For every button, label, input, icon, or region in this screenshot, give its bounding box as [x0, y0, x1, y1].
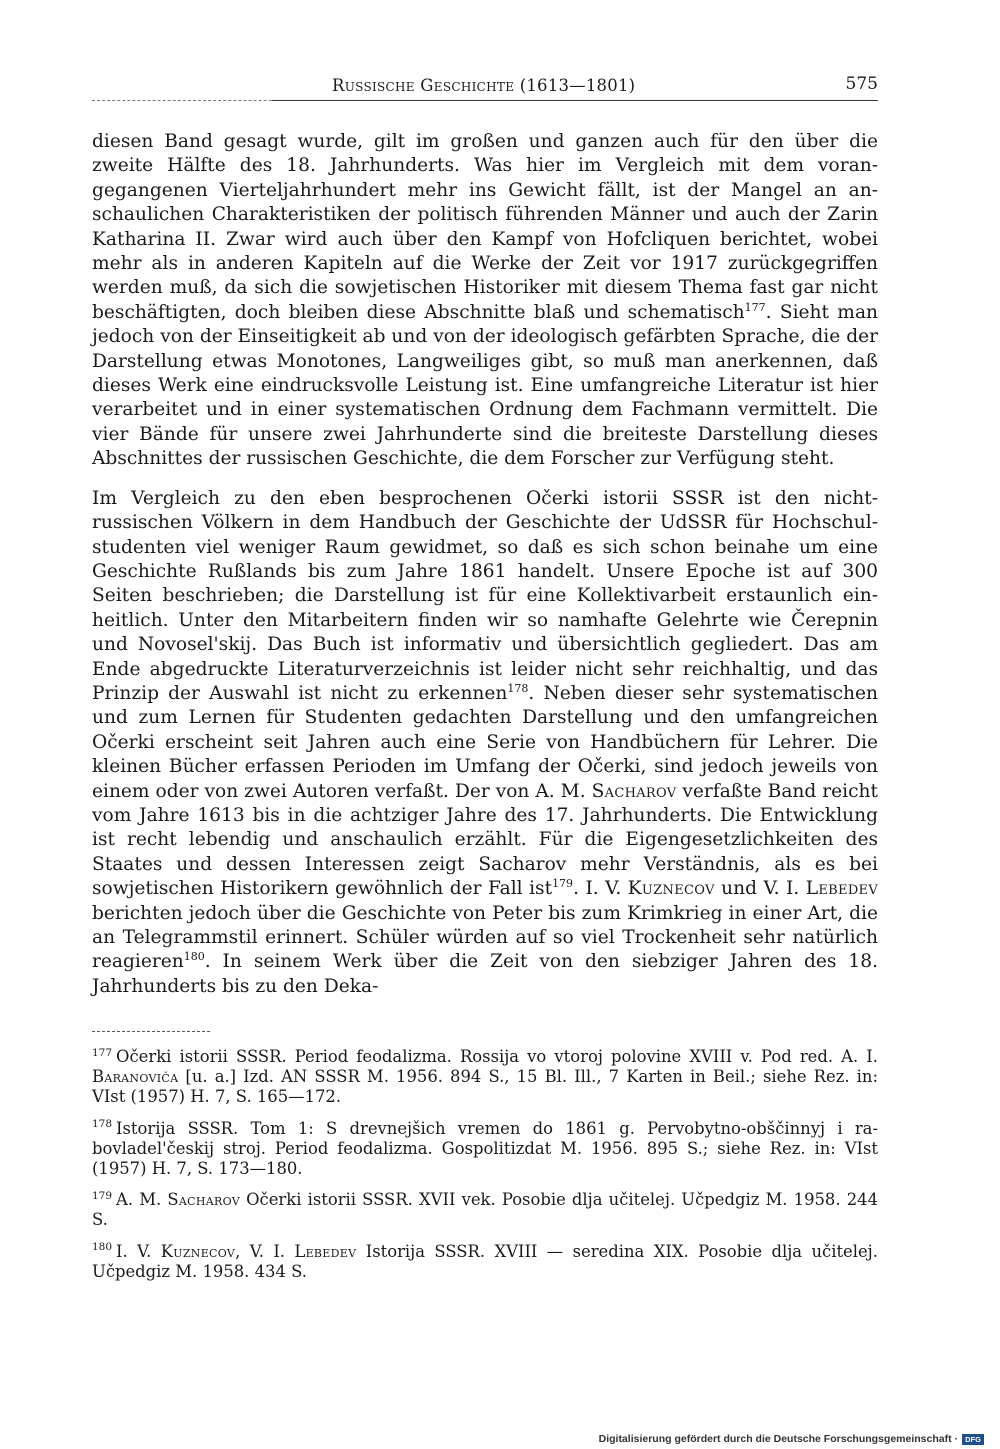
- p2-text-1: Im Vergleich zu den eben besprochenen Očerki istorii SSSR ist den nichtrussischen Völkern in dem Handbuch der Geschichte der UdSSR für Hochschulstudenten viel weniger Raum gewidmet, so daß es sich schon beinahe um eine Geschichte Rußlands bis zum Jahre 1861 handelt. Unsere Epoche ist auf 300 Seiten beschrieben; die Darstellung ist für eine Kollektivarbeit erstaunlich einheitlich. Unter den Mitarbeitern finden wir so namhafte Gelehrte wie Čerepnin und Novosel'skij. Das Buch ist informativ und übersichtlich gegliedert. Das am Ende abgedruckte Literaturverzeichnis ist leider nicht sehr reichhaltig, und das Prinzip der Auswahl ist nicht zu erkennen: [92, 487, 878, 704]
- p2-text-7: . In seinem Werk über die Zeit von den siebziger Jahren des 18. Jahrhunderts bis zu den Deka-: [92, 951, 878, 997]
- dfg-logo: DFG: [962, 1434, 984, 1445]
- p1-text-2: . Sieht man jedoch von der Einseitigkeit ab und von der ideologisch gefärbten Sprache, die der Darstellung etwas Monotones, Langweiliges gibt, so muß man anerkennen, daß dieses Werk eine eindrucksvolle Leistung ist. Eine umfangreiche Literatur ist hier verarbeitet und in einer systematischen Ordnung dem Fachmann vermittelt. Die vier Bände für unsere zwei Jahrhunderte sind die breiteste Darstellung dieses Abschnittes der russischen Geschichte, die dem Forscher zur Verfügung steht.: [92, 301, 878, 470]
- footnote-text: , V. I.: [235, 1241, 295, 1261]
- paragraph-1: [92, 130, 878, 472]
- footnote-179: [92, 1190, 878, 1230]
- title-word-1: Russische: [332, 76, 415, 95]
- footnotes: [92, 1047, 878, 1293]
- p2-text-2: . Neben dieser sehr systematischen und zum Lernen für Studenten gedachten Darstellung und den umfangreichen Očerki erscheint seit Jahren auch eine Serie von Handbüchern für Lehrer. Die kleinen Bücher erfassen Perioden im Umfang der Očerki, sind jedoch jeweils von einem oder von zwei Autoren verfaßt. Der von A. M.: [92, 682, 878, 802]
- header-rule: [272, 100, 878, 101]
- header-rule-dashed: [92, 100, 302, 101]
- footnote-ref-178[interactable]: 178: [507, 681, 529, 695]
- footnote-text: Očerki istorii SSSR. XVII vek. Posobie dlja učitelej. Učpedgiz M. 1958. 244 S.: [92, 1190, 878, 1230]
- footnote-ref-177[interactable]: 177: [744, 300, 766, 314]
- footnote-text: I. V.: [116, 1241, 161, 1261]
- author-name-sacharov: Sacharov: [591, 780, 677, 802]
- footnote-text: Istorija SSSR. XVIII — seredina XIX. Posobie dlja učitelej. Učpedgiz M. 1958. 434 S.: [92, 1241, 878, 1281]
- credit-text: Digitalisierung gefördert durch die Deutsche Forschungsgemeinschaft ·: [598, 1433, 958, 1445]
- footnote-text: Istorija SSSR. Tom 1: S drevnejšich vremen do 1861 g. Pervobytno-obščinnyj i rabovladel'českij stroj. Period feodalizma. Gospolitizdat M. 1956. 895 S.; siehe Rez. in: VIst (1957) H. 7, S. 173—180.: [92, 1118, 878, 1179]
- footnote-ref-179[interactable]: 179: [552, 877, 574, 890]
- paragraph-2: [92, 487, 878, 1000]
- footnote-number: 180: [92, 1241, 113, 1254]
- footnote-text: [u. a.] Izd. AN SSSR M. 1956. 894 S., 15 Bl. Ill., 7 Karten in Beil.; siehe Rez. in: VIst (1957) H. 7, S. 165—172.: [92, 1067, 878, 1107]
- p2-text-4: . I. V.: [573, 878, 628, 900]
- digitization-credit: [599, 1431, 984, 1447]
- title-years: (1613—1801): [519, 76, 636, 95]
- author-name-lebedev: Lebedev: [805, 878, 879, 900]
- footnote-number: 179: [92, 1189, 113, 1202]
- footnote-ref-180[interactable]: 180: [183, 950, 205, 964]
- footnote-text: A. M.: [116, 1190, 168, 1210]
- footnote-author: Baranoviča: [92, 1067, 179, 1087]
- footnote-178: [92, 1119, 878, 1180]
- p2-text-3: verfaßte Band reicht vom Jahre 1613 bis in die achtziger Jahre des 17. Jahrhunderts. Die Entwicklung ist recht lebendig und anschaulich erzählt. Für die Eigengesetzlichkeiten des Staates und dessen Interessen zeigt Sacharov mehr Verständnis, als es bei sowjetischen Historikern gewöhnlich der Fall ist: [92, 780, 878, 900]
- running-head: [92, 74, 878, 104]
- footnote-number: 178: [92, 1118, 113, 1131]
- p1-text-1: diesen Band gesagt wurde, gilt im großen und ganzen auch für den über die zweite Hälfte des 18. Jahrhunderts. Was hier im Vergleich mit dem vorangegangenen Vierteljahrhundert mehr ins Gewicht fällt, ist der Mangel an anschaulichen Charakteristiken der politisch führenden Männer und auch der Zarin Katharina II. Zwar wird auch über den Kampf von Hofcliquen berichtet, wobei mehr als in anderen Kapiteln auf die Werke der Zeit vor 1917 zurückgegriffen werden muß, da sich die sowjetischen Historiker mit diesem Thema fast gar nicht beschäftigten, doch bleiben diese Abschnitte blaß und schematisch: [92, 131, 878, 323]
- running-title: [332, 76, 635, 95]
- footnote-number: 177: [92, 1046, 113, 1059]
- footnote-author: Sacharov: [167, 1190, 240, 1210]
- body-text: [92, 130, 878, 999]
- footnote-180: [92, 1242, 878, 1282]
- page-number: 575: [845, 74, 878, 94]
- p2-text-5: und V. I.: [714, 878, 806, 900]
- footnote-separator: [92, 1031, 210, 1032]
- footnote-author: Kuznecov: [160, 1241, 236, 1261]
- footnote-author: Lebedev: [294, 1241, 357, 1261]
- footnote-177: [92, 1047, 878, 1108]
- title-word-2: Geschichte: [420, 76, 515, 95]
- footnote-text: Očerki istorii SSSR. Period feodalizma. Rossija vo vtoroj polovine XVIII v. Pod red. A. I.: [116, 1047, 878, 1066]
- author-name-kuznecov: Kuznecov: [627, 878, 715, 900]
- p2-text-6: berichten jedoch über die Geschichte von Peter bis zum Krimkrieg in einer Art, die an Telegrammstil erinnert. Schüler würden auf so viel Trockenheit sehr natürlich reagieren: [92, 902, 878, 973]
